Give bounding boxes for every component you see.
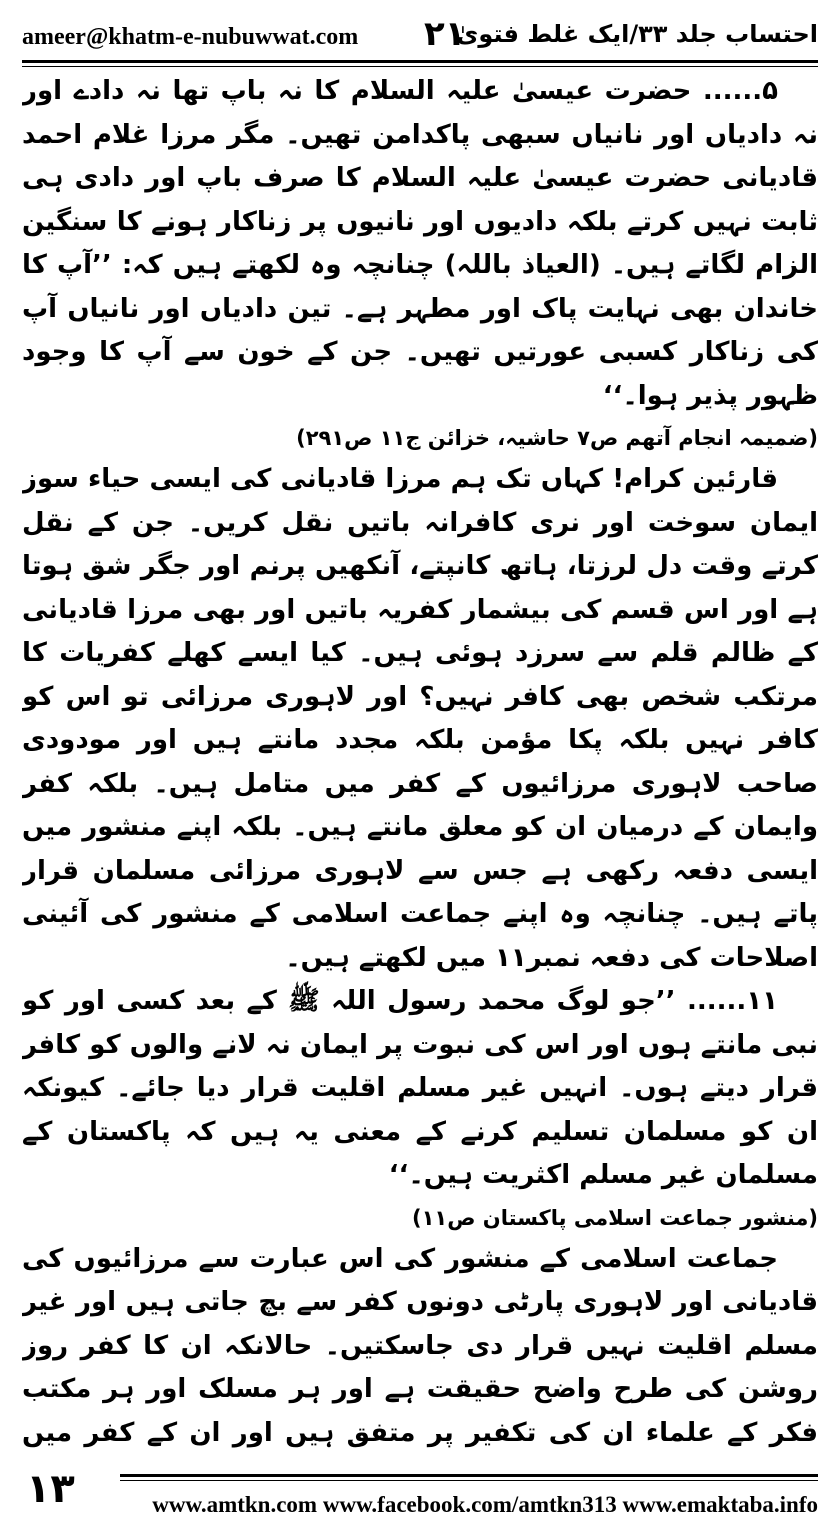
header-rule [22,60,818,63]
header-title: احتساب جلد ۳۳/ایک غلط فتویٰ [456,20,818,48]
footer-rule [120,1474,818,1477]
body-text [22,70,818,1450]
footer-rule-thin [120,1480,818,1481]
page-footer [0,1462,840,1532]
page-header [22,14,818,60]
header-rule-thin [22,66,818,67]
footer-links[interactable]: www.amtkn.com www.facebook.com/amtkn313 www.emaktaba.info [152,1492,818,1517]
header-email: ameer@khatm-e-nubuwwat.com [22,24,359,50]
reference-citation: (ضمیمہ انجام آتھم ص۷ حاشیہ، خزائن ج۱۱ ص۲۹۱) [296,426,818,450]
paragraph: جماعت اسلامی کے منشور کی اس عبارت سے مرزائیوں کی قادیانی اور لاہوری پارٹی دونوں کفر سے بچ جاتی ہیں اور غیر مسلم اقلیت نہیں قرار دی جاسکتیں۔ حالانکہ ان کا کفر روز روشن کی طرح واضح حقیقت ہے اور ہر مسلک اور ہر مکتب فکر کے علماء ان کی تکفیر پر متفق ہیں اور ان کے کفر میں [22,1243,818,1448]
paragraph: قارئین کرام! کہاں تک ہم مرزا قادیانی کی ایسی حیاء سوز ایمان سوخت اور نری کافرانہ باتیں نقل کریں۔ جن کے نقل کرتے وقت دل لرزتا، ہاتھ کانپتے، آنکھیں پرنم اور جگر شق ہوتا ہے اور اس قسم کی بیشمار کفریہ باتیں اور بھی مرزا قادیانی کے ظالم قلم سے سرزد ہوئی ہیں۔ کیا ایسے کھلے کفریات کا مرتکب شخص بھی کافر نہیں؟ اور لاہوری مرزائی تو اس کو کافر نہیں بلکہ پکا مؤمن بلکہ مجدد مانتے ہیں اور مودودی صاحب لاہوری مرزائیوں کے کفر میں متامل ہیں۔ بلکہ کفر وایمان کے درمیان ان کو معلق مانتے ہیں۔ بلکہ اپنے منشور میں ایسی دفعہ رکھی ہے جس سے لاہوری مرزائی مسلمان قرار پاتے ہیں۔ چنانچہ وہ اپنے جماعت اسلامی کے منشور کی آئینی اصلاحات کی دفعہ نمبر۱۱ میں لکھتے ہیں۔ [22,464,818,973]
quoted-clause: ۱۱...... ’’جو لوگ محمد رسول اللہ ﷺ کے بعد کسی اور کو نبی مانتے ہوں اور اس کی نبوت پر ایمان نہ لانے والوں کو کافر قرار دیتے ہوں۔ انہیں غیر مسلم اقلیت قرار دیا جائے۔ کیونکہ ان کو مسلمان تسلیم کرنے کے معنی یہ ہیں کہ پاکستان کے مسلمان غیر مسلم اکثریت ہیں۔‘‘ [22,986,818,1190]
footer-page-number: ۱۳ [26,1466,75,1512]
reference-citation: (منشور جماعت اسلامی پاکستان ص۱۱) [412,1205,818,1230]
paragraph: ۵...... حضرت عیسیٰ علیہ السلام کا نہ باپ تھا نہ دادے اور نہ دادیاں اور نانیاں سبھی پاکدامن تھیں۔ مگر مرزا غلام احمد قادیانی حضرت عیسیٰ علیہ السلام کا صرف باپ اور دادی ہی ثابت نہیں کرتے بلکہ دادیوں اور نانیوں پر زناکار ہونے کا سنگین الزام لگاتے ہیں۔ (العیاذ باللہ) چنانچہ وہ لکھتے ہیں کہ: ’’آپ کا خاندان بھی نہایت پاک اور مطہر ہے۔ تین دادیاں اور نانیاں آپ کی زناکار کسبی عورتیں تھیں۔ جن کے خون سے آپ کا وجود ظہور پذیر ہوا۔‘‘ [22,76,818,411]
header-page-number: ۲۱ [424,14,466,54]
